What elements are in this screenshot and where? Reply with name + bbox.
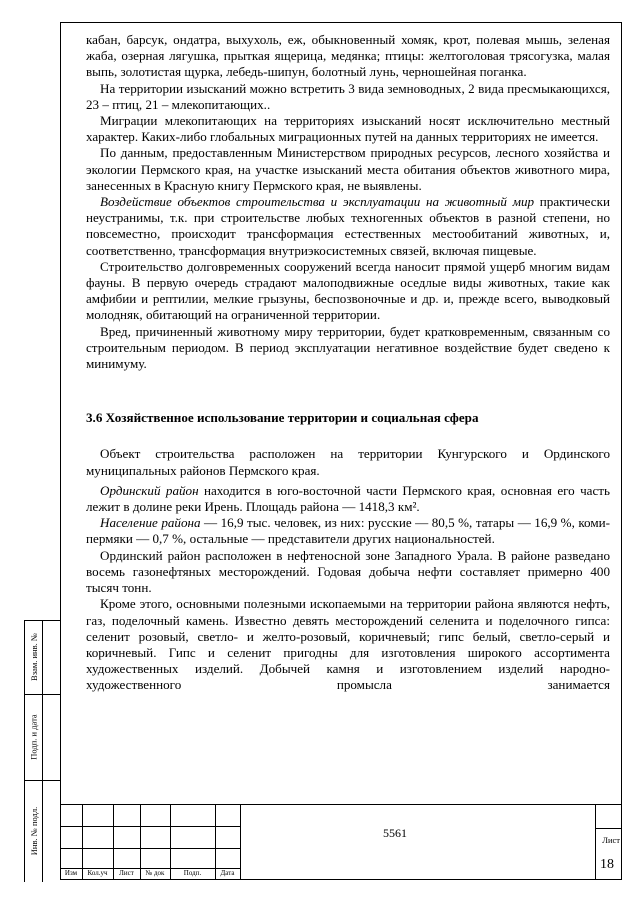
col-label-kol: Кол.уч	[87, 869, 108, 877]
document-number: 5561	[383, 826, 407, 840]
title-block-rule	[595, 804, 596, 880]
title-block-rule	[240, 804, 241, 880]
col-label-list: Лист	[119, 869, 134, 877]
paragraph-text: — 16,9 тыс. человек, из них: русские — 80,5 %, татары — 16,9 %, коми-пермяки — 0,7 %, остальные — представители других национальностей.	[86, 515, 610, 547]
col-label-ndok: № док	[145, 869, 165, 877]
title-block-rule	[595, 828, 622, 829]
section-heading: 3.6 Хозяйственное использование территории и социальная сфера	[86, 410, 479, 426]
paragraph: Вред, причиненный животному миру территории, будет кратковременным, связанным со строительным периодом. В период эксплуатации негативное воздействие будет сведено к минимуму.	[86, 323, 610, 372]
italic-phrase: Население района	[100, 515, 201, 531]
paragraph: Объект строительства расположен на территории Кунгурского и Ординского муниципальных районов Пермского края.	[86, 446, 610, 478]
col-label-izm: Изм	[64, 869, 78, 877]
italic-phrase: Ординский район	[100, 482, 199, 498]
paragraph: Строительство долговременных сооружений всегда наносит прямой ущерб многим видам фауны. В первую очередь страдают малоподвижные оседлые виды животных, такие как амфибии и рептилии, мелкие грызуны, беспозвоночные и др. и, прежде всего, выводковый молодняк, обитающий на ограниченной территории.	[86, 258, 610, 323]
paragraph: Ординский район расположен в нефтеносной зоне Западного Урала. В районе разведано восемь газонефтяных месторождений. Годовая добыча нефти составляет примерно 400 тысяч тонн.	[86, 547, 610, 596]
title-block-rule	[60, 826, 240, 827]
paragraph-text: практически неустранимы, т.к. при строительстве любых техногенных объектов в разной степени, но повсеместно, происходит трансформация естественных местообитаний животных, и, соответственно, трансформация внутриэкосистемных связей, включая пищевые.	[86, 194, 610, 258]
title-block	[60, 804, 622, 880]
paragraph: кабан, барсук, ондатра, выхухоль, еж, обыкновенный хомяк, крот, полевая мышь, зеленая жаба, озерная лягушка, прыткая ящерица, медянка; птицы: желтоголовая трясогузка, малая выпь, золотистая щурка, лебедь-шипун, болотный лунь, черношейная поганка.	[86, 32, 610, 80]
paragraph: Миграции млекопитающих на территориях изысканий носят исключительно местный характер. Каких-либо глобальных миграционных путей на данных территориях не имеется.	[86, 113, 610, 145]
side-strip	[24, 620, 60, 882]
side-label-signature-date: Подп. и дата	[29, 714, 40, 760]
paragraph-text: находится в юго-восточной части Пермского края, основная его часть лежит в долине реки Ирень. Площадь района — 1418,3 км².	[86, 482, 611, 515]
paragraph	[86, 483, 610, 515]
paragraph: По данным, предоставленным Министерством природных ресурсов, лесного хозяйства и экологии Пермского края, на участке изысканий места обитания объектов животного мира, занесенных в Красную книгу Пермского края, не выявлены.	[86, 145, 610, 193]
title-block-rule	[60, 804, 622, 805]
col-label-data: Дата	[220, 869, 235, 877]
side-label-replacement-inv: Взам. инв. №	[29, 633, 39, 681]
paragraph: На территории изысканий можно встретить 3 вида земноводных, 2 вида пресмыкающихся, 23 – птиц, 21 – млекопитающих..	[86, 80, 610, 112]
sheet-label: Лист	[602, 835, 620, 845]
document-body	[86, 32, 610, 694]
paragraph	[86, 194, 610, 259]
paragraph	[86, 515, 610, 547]
sheet-number: 18	[600, 857, 614, 872]
col-label-podp: Подп.	[183, 869, 202, 877]
italic-phrase: Воздействие объектов строительства и эксплуатации на животный мир	[100, 194, 535, 210]
paragraph: Кроме этого, основными полезными ископаемыми на территории района являются нефть, газ, поделочный камень. Известно девять месторождений селенита и поделочного гипса: селенит розовый, светло- и желто-розовый, коричневый; гипс белый, светло-серый и коричневый. Гипс и селенит пригодны для изготовления широкого ассортимента художественных изделий. Добычей камня и изготовлением изделий народно-художественного промысла занимается	[86, 596, 610, 693]
title-block-rule	[60, 848, 240, 849]
side-label-original-inv: Инв. № подл.	[29, 806, 39, 856]
